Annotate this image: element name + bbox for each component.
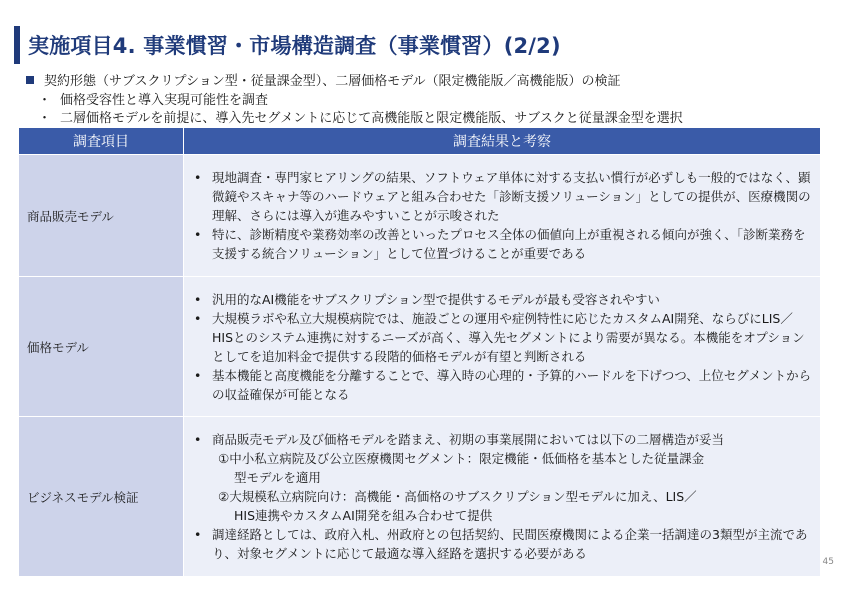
row-content	[184, 277, 821, 417]
table-row	[19, 277, 821, 417]
dot-icon: ・	[38, 111, 52, 126]
row-label: 商品販売モデル	[19, 155, 184, 277]
list-item	[192, 430, 812, 525]
sub-item-head: ②大規模私立病院向け：高機能・高価格のサブスクリプション型モデルに加え、LIS／	[218, 489, 697, 504]
list-item: • 現地調査・専門家ヒアリングの結果、ソフトウェア単体に対する支払い慣行が必ずしも一般的ではなく、顕微鏡やスキャナ等のハードウェアと組み合わせた「診断支援ソリューション」としての提供が、医療機関の理解、さらには導入が進みやすいことが示唆された	[192, 168, 812, 225]
list-item: • 汎用的なAI機能をサブスクリプション型で提供するモデルが最も受容されやすい	[192, 290, 812, 309]
list-item: • 大規模ラボや私立大規模病院では、施設ごとの運用や症例特性に応じたカスタムAI開発、ならびにLIS／HISとのシステム連携に対するニーズが高く、導入先セグメントにより需要が異なる。本機能をオプションとしてを追加料金で提供する段階的価格モデルが有望と判断される	[192, 309, 812, 366]
table-row	[19, 417, 821, 577]
square-bullet-icon	[26, 76, 34, 84]
sub-item-cont: 型モデルを適用	[234, 470, 321, 485]
intro-sub-text: 二層価格モデルを前提に、導入先セグメントに応じて高機能版と限定機能版、サブスクと従量課金型を選択	[60, 111, 683, 126]
sub-item-cont: HIS連携やカスタムAI開発を組み合わせて提供	[234, 508, 493, 523]
dot-icon: ・	[38, 93, 52, 108]
intro-sub-bullet	[38, 89, 268, 108]
sub-item	[212, 487, 812, 525]
findings-table	[18, 127, 821, 577]
sub-item-head: ①中小私立病院及び公立医療機関セグメント：限定機能・低価格を基本とした従量課金	[218, 451, 705, 466]
header-results: 調査結果と考察	[184, 128, 821, 155]
table-header-row	[19, 128, 821, 155]
row-content	[184, 155, 821, 277]
row-label: 価格モデル	[19, 277, 184, 417]
intro-sub-text: 価格受容性と導入実現可能性を調査	[60, 93, 269, 108]
intro-main-text: 契約形態（サブスクリプション型・従量課金型）、二層価格モデル（限定機能版／高機能版）の検証	[44, 74, 621, 89]
row-content	[184, 417, 821, 577]
list-item-text: 商品販売モデル及び価格モデルを踏まえ、初期の事業展開においては以下の二層構造が妥当	[212, 432, 725, 447]
intro-sub-bullet	[38, 107, 683, 126]
table-row	[19, 155, 821, 277]
header-survey-item: 調査項目	[19, 128, 184, 155]
list-item: • 特に、診断精度や業務効率の改善といったプロセス全体の価値向上が重視される傾向が強く、「診断業務を支援する統合ソリューション」として位置づけることが重要である	[192, 225, 812, 263]
sub-item	[212, 449, 812, 487]
title-accent-bar	[14, 26, 20, 64]
intro-main-bullet	[26, 70, 621, 89]
page-number: 45	[822, 557, 834, 567]
list-item: • 基本機能と高度機能を分離することで、導入時の心理的・予算的ハードルを下げつつ、上位セグメントからの収益確保が可能となる	[192, 366, 812, 404]
list-item: • 調達経路としては、政府入札、州政府との包括契約、民間医療機関による企業一括調達の3類型が主流であり、対象セグメントに応じて最適な導入経路を選択する必要がある	[192, 525, 812, 563]
page-title: 実施項目4. 事業慣習・市場構造調査（事業慣習）(2/2)	[28, 34, 561, 58]
row-label: ビジネスモデル検証	[19, 417, 184, 577]
